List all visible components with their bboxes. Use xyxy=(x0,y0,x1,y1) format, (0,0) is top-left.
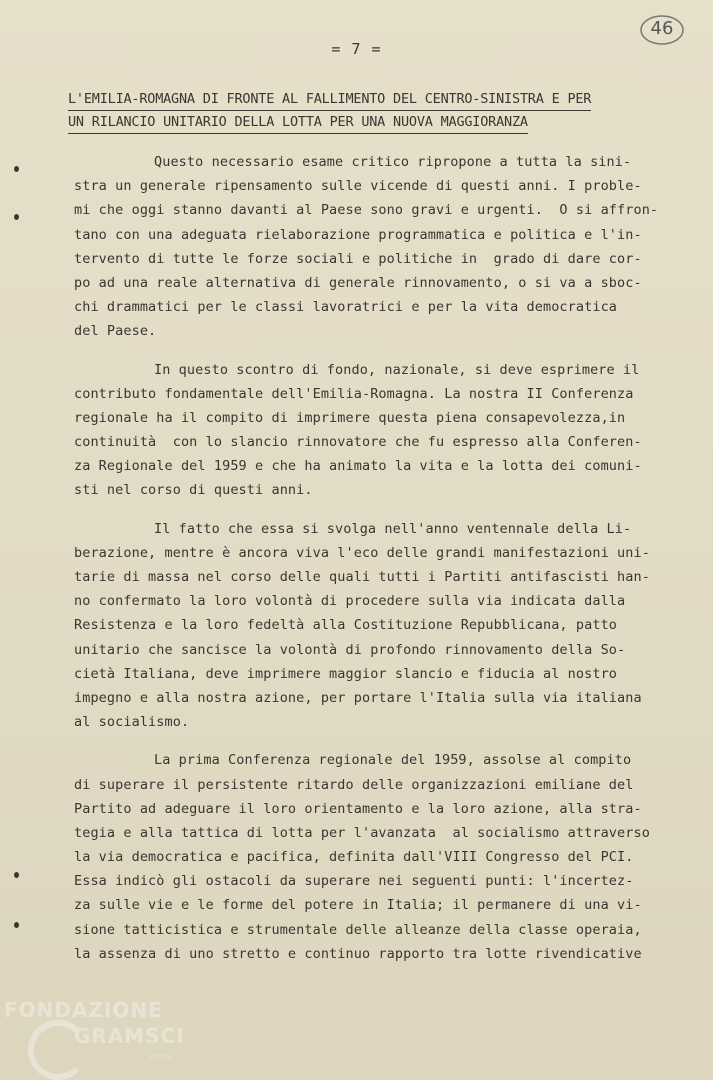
text-line: cietà Italiana, deve imprimere maggior slancio e fiducia al nostro xyxy=(74,665,618,682)
margin-mark xyxy=(14,166,19,172)
text-line: la via democratica e pacifica, definita dall'VIII Congresso del PCI. xyxy=(74,849,634,866)
text-line: mi che oggi stanno davanti al Paese sono gravi e urgenti. O si affron- xyxy=(74,202,659,219)
page-number: = 7 = xyxy=(331,40,382,58)
paragraph-2 xyxy=(74,358,674,503)
margin-mark xyxy=(14,872,19,878)
paragraph-4 xyxy=(74,748,674,966)
watermark-line-2: GRAMSCI xyxy=(74,1024,185,1048)
text-line: La prima Conferenza regionale del 1959, assolse al compito xyxy=(154,752,632,769)
text-line: za Regionale del 1959 e che ha animato la vita e la lotta dei comuni- xyxy=(74,458,642,475)
text-line: Resistenza e la loro fedeltà alla Costituzione Repubblicana, patto xyxy=(74,617,618,634)
title-line-1: L'EMILIA-ROMAGNA DI FRONTE AL FALLIMENTO DEL CENTRO-SINISTRA E PER xyxy=(68,88,591,111)
text-line: al socialismo. xyxy=(74,714,190,731)
margin-mark xyxy=(14,214,19,220)
text-line: Il fatto che essa si svolga nell'anno ventennale della Li- xyxy=(154,520,632,537)
folio-number xyxy=(638,12,686,48)
text-line: stra un generale ripensamento sulle vicende di questi anni. I proble- xyxy=(74,178,642,195)
text-line: In questo scontro di fondo, nazionale, si deve esprimere il xyxy=(154,361,640,378)
title-line-2: UN RILANCIO UNITARIO DELLA LOTTA PER UNA NUOVA MAGGIORANZA xyxy=(68,111,528,134)
text-line: chi drammatici per le classi lavoratrici e per la vita democratica xyxy=(74,299,618,316)
text-line: contributo fondamentale dell'Emilia-Romagna. La nostra II Conferenza xyxy=(74,385,634,402)
text-line: impegno e alla nostra azione, per portare l'Italia sulla via italiana xyxy=(74,689,642,706)
text-line: sione tatticistica e strumentale delle alleanze della classe operaia, xyxy=(74,921,642,938)
folio-text: 46 xyxy=(650,18,674,39)
text-line: di superare il persistente ritardo delle organizzazioni emiliane del xyxy=(74,776,634,793)
document-title xyxy=(68,88,648,134)
text-line: tarie di massa nel corso delle quali tutti i Partiti antifascisti han- xyxy=(74,569,650,585)
text-line: no confermato la loro volontà di procedere sulla via indicata dalla xyxy=(74,593,626,610)
watermark-line-1: FONDAZIONE xyxy=(4,998,163,1022)
text-line: tano con una adeguata rielaborazione programmatica e politica e l'in- xyxy=(74,226,642,243)
paragraph-3 xyxy=(74,517,674,735)
text-line: tervento di tutte le forze sociali e politiche in grado di dare cor- xyxy=(74,250,642,267)
watermark-line-3: onlus xyxy=(150,1052,172,1061)
text-line: la assenza di uno stretto e continuo rapporto tra lotte rivendicative xyxy=(74,945,642,962)
text-line: unitario che sancisce la volontà di profondo rinnovamento della So- xyxy=(74,641,626,658)
watermark-logo xyxy=(4,998,204,1078)
text-line: tegia e alla tattica di lotta per l'avanzata al socialismo attraverso xyxy=(74,824,650,841)
text-line: Partito ad adeguare il loro orientamento e la loro azione, alla stra- xyxy=(74,800,642,817)
text-line: za sulle vie e le forme del potere in Italia; il permanere di una vi- xyxy=(74,897,642,914)
text-line: Questo necessario esame critico ripropone a tutta la sini- xyxy=(154,154,632,170)
text-line: regionale ha il compito di imprimere questa piena consapevolezza,in xyxy=(74,409,626,426)
text-line: Essa indicò gli ostacoli da superare nei seguenti punti: l'incertez- xyxy=(74,873,634,890)
text-line: berazione, mentre è ancora viva l'eco delle grandi manifestazioni uni- xyxy=(74,544,650,561)
paragraph-1 xyxy=(74,150,674,344)
body-text xyxy=(74,150,674,980)
text-line: po ad una reale alternativa di generale rinnovamento, o si va a sboc- xyxy=(74,274,642,291)
text-line: continuità con lo slancio rinnovatore che fu espresso alla Conferen- xyxy=(74,434,642,451)
text-line: sti nel corso di questi anni. xyxy=(74,482,313,499)
text-line: del Paese. xyxy=(74,323,157,340)
margin-mark xyxy=(14,922,19,928)
